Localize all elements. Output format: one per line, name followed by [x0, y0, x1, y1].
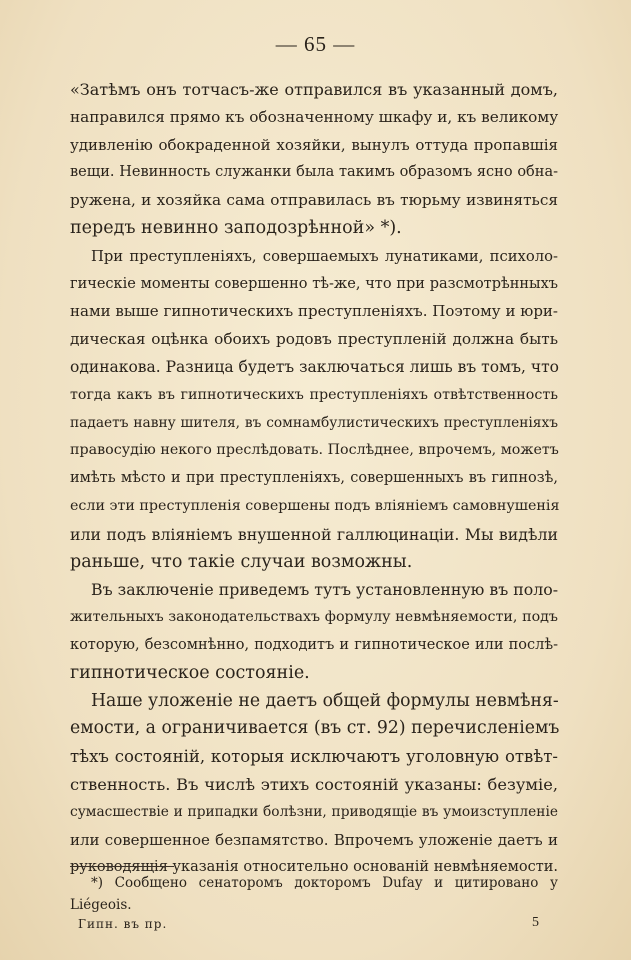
text-line: правосудію некого преслѣдовать. Послѣднее, впрочемъ, можетъ [70, 442, 559, 459]
text-line: дическая оцѣнка обоихъ родовъ преступленій должна быть [70, 330, 558, 349]
text-line: или совершенное безпамятство. Впрочемъ уложеніе даетъ и [70, 830, 558, 849]
footnote-line: Liégeois. [70, 897, 132, 913]
text-line: Въ заключеніе приведемъ тутъ установленную въ поло- [91, 580, 559, 600]
text-line: сумасшествіе и припадки болѣзни, приводящіе въ умоизступленіе [70, 803, 558, 820]
paragraph-4 [70, 688, 558, 883]
text-line: При преступленіяхъ, совершаемыхъ лунатиками, психоло- [91, 247, 558, 265]
text-line: удивленію обокраденной хозяйки, вынулъ оттуда пропавшія [70, 135, 558, 154]
text-line: или подъ вліяніемъ внушенной галлюцинаціи. Мы видѣли [70, 524, 558, 544]
page-number: — 65 — [275, 32, 356, 56]
text-line: одинакова. Разница будетъ заключаться лишь въ томъ, что [70, 357, 559, 376]
text-line: ружена, и хозяйка сама отправилась въ тюрьму извиняться [70, 191, 558, 210]
text-line: тѣхъ состояній, которыя исключаютъ уголовную отвѣт- [70, 747, 558, 767]
text-line: гическіе моменты совершенно тѣ-же, что при разсмотрѣнныхъ [70, 275, 558, 292]
text-line: Наше уложеніе не даетъ общей формулы невмѣня- [91, 690, 559, 711]
sheet-number: 5 [532, 915, 539, 930]
text-line: имѣть мѣсто и при преступленіяхъ, совершенныхъ въ гипнозѣ, [70, 470, 558, 487]
paragraph-2 [70, 243, 558, 577]
body-text [70, 76, 558, 882]
text-line: падаетъ навну шителя, въ сомнамбулистическихъ преступленіяхъ [70, 414, 558, 431]
footnote [70, 872, 558, 916]
footnote-line: *) Сообщено сенаторомъ докторомъ Dufay и цитировано у [91, 875, 558, 891]
text-line: передъ невинно заподозрѣнной» *). [70, 217, 402, 238]
text-line: руководящія указанія относительно основаній невмѣняемости. [70, 859, 558, 876]
text-line: жительныхъ законодательствахъ формулу невмѣняемости, подъ [70, 609, 558, 626]
text-line: ственность. Въ числѣ этихъ состояній указаны: безуміе, [70, 774, 558, 794]
text-line: вещи. Невинность служанки была такимъ образомъ ясно обна- [70, 164, 558, 181]
footnote-divider [70, 866, 174, 867]
text-line: «Затѣмъ онъ тотчасъ-же отправился въ указанный домъ, [70, 80, 558, 99]
text-line: нами выше гипнотическихъ преступленіяхъ. Поэтому и юри- [70, 302, 558, 321]
paragraph-3 [70, 576, 558, 687]
paragraph-1 [70, 76, 558, 243]
text-line: тогда какъ въ гипнотическихъ преступленіяхъ отвѣтственность [70, 386, 558, 403]
text-line: раньше, что такіе случаи возможны. [70, 551, 413, 572]
text-line: если эти преступленія совершены подъ вліяніемъ самовнушенія [70, 497, 560, 514]
text-line: емости, а ограничивается (въ ст. 92) перечисленіемъ [70, 718, 560, 739]
text-line: которую, безсомнѣнно, подходитъ и гипнотическое или послѣ- [70, 636, 558, 653]
text-line: гипнотическое состояніе. [70, 662, 310, 683]
printer-signature: Гипн. въ пр. [78, 917, 168, 931]
text-line: направился прямо къ обозначенному шкафу и, къ великому [70, 107, 559, 126]
